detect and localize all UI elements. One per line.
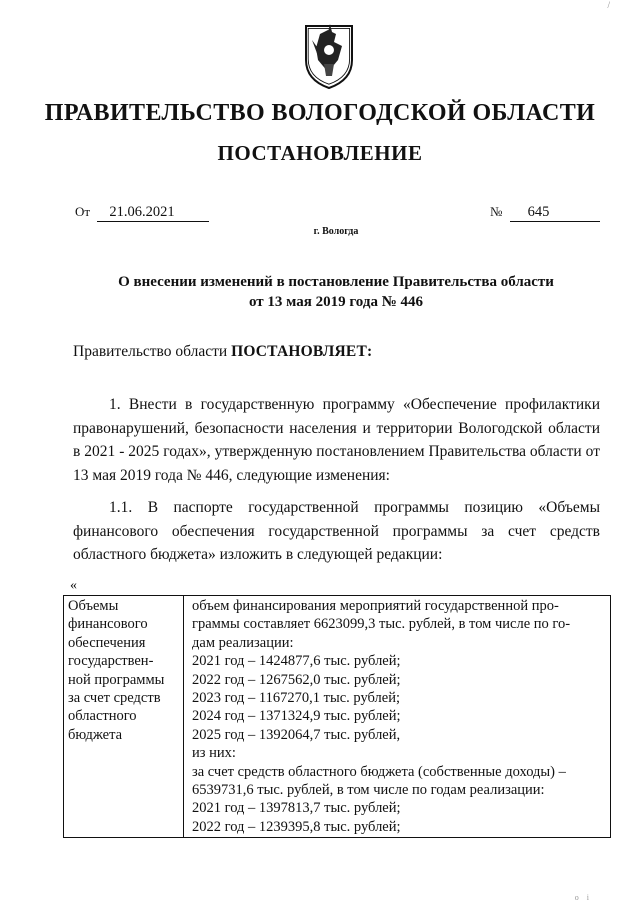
corner-mark: / bbox=[607, 0, 610, 10]
document-date: 21.06.2021 bbox=[97, 204, 209, 222]
decree-verb: ПОСТАНОВЛЯЕТ: bbox=[231, 343, 373, 360]
heading-line: бюджета bbox=[68, 726, 123, 743]
subject-line: от 13 мая 2019 года № 446 bbox=[248, 294, 424, 310]
content-line: 2022 год – 1239395,8 тыс. рублей; bbox=[192, 818, 401, 835]
organization-title: ПРАВИТЕЛЬСТВО ВОЛОГОДСКОЙ ОБЛАСТИ bbox=[44, 100, 596, 126]
vologda-coat-of-arms-icon bbox=[298, 20, 360, 92]
content-line: 6539731,6 тыс. рублей, в том числе по годам реализации: bbox=[192, 782, 545, 799]
content-line: 2021 год – 1424877,6 тыс. рублей; bbox=[192, 653, 401, 670]
decree-prefix: Правительство области bbox=[73, 343, 228, 360]
document-subject bbox=[0, 272, 640, 312]
number-line bbox=[490, 204, 600, 222]
document-type: ПОСТАНОВЛЕНИЕ bbox=[217, 141, 423, 165]
content-line: 2024 год – 1371324,9 тыс. рублей; bbox=[192, 708, 401, 725]
number-prefix: № bbox=[490, 204, 503, 219]
content-line: 2023 год – 1167270,1 тыс. рублей; bbox=[192, 690, 400, 707]
financing-table bbox=[63, 595, 611, 838]
heading-line: Объемы bbox=[68, 598, 119, 614]
content-line: дам реализации: bbox=[192, 634, 294, 651]
heading-line: областного bbox=[68, 708, 137, 725]
content-line: граммы составляет 6623099,3 тыс. рублей, в том числе по го- bbox=[192, 616, 571, 633]
subject-line: О внесении изменений в постановление Правительства области bbox=[118, 274, 554, 290]
table-row bbox=[64, 596, 611, 838]
heading-line: финансового bbox=[68, 616, 148, 633]
content-line: объем финансирования мероприятий государственной про- bbox=[192, 598, 559, 614]
date-line bbox=[75, 204, 209, 222]
date-prefix: От bbox=[75, 204, 91, 219]
content-line: 2021 год – 1397813,7 тыс. рублей; bbox=[192, 800, 401, 817]
content-line: 2022 год – 1267562,0 тыс. рублей; bbox=[192, 671, 401, 688]
content-line: из них: bbox=[192, 745, 236, 762]
document-number: 645 bbox=[510, 204, 600, 222]
footer-mark: о і bbox=[574, 893, 592, 902]
paragraph-1: 1. Внести в государственную программу «Обеспечение профилактики правонарушений, безопасности населения и территории Вологодской области в 2021 - 2025 годах», утвержденную постановлением Правительства области от 13 мая 2019 года № 446, следующие изменения: bbox=[73, 396, 600, 484]
heading-line: за счет средств bbox=[68, 690, 161, 707]
paragraph-1-1: 1.1. В паспорте государственной программы позицию «Объемы финансового обеспечения государственной программы за счет средств областного бюджета» изложить в следующей редакции: bbox=[73, 499, 600, 563]
table-cell-content bbox=[184, 596, 611, 838]
heading-line: ной программы bbox=[68, 671, 165, 688]
table-cell-heading bbox=[64, 596, 184, 838]
heading-line: государствен- bbox=[68, 653, 154, 670]
quote-open: « bbox=[70, 578, 77, 593]
heading-line: обеспечения bbox=[68, 634, 146, 651]
content-line: 2025 год – 1392064,7 тыс. рублей, bbox=[192, 726, 401, 743]
city-label: г. Вологда bbox=[313, 226, 359, 237]
decree-line bbox=[73, 343, 372, 361]
content-line: за счет средств областного бюджета (собственные доходы) – bbox=[192, 763, 566, 780]
